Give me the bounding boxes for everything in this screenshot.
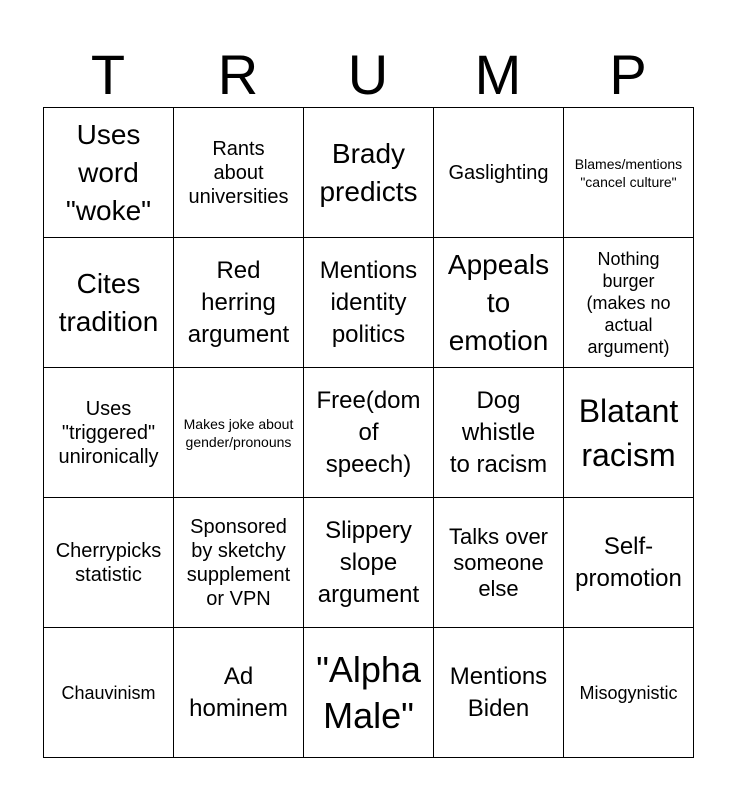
bingo-cell-r3c3[interactable] <box>304 368 434 498</box>
bingo-cell-r1c5[interactable] <box>564 108 694 238</box>
bingo-cell-text: Free(dom of speech) <box>316 386 421 478</box>
bingo-cell-r1c3[interactable] <box>304 108 434 238</box>
bingo-cell-text: Red herring argument <box>187 256 290 348</box>
header-letter-u: U <box>347 43 389 106</box>
bingo-cell-text: Slippery slope argument <box>317 516 420 608</box>
bingo-cell-text: Uses word "woke" <box>65 118 152 226</box>
bingo-cell-text: "Alpha Male" <box>316 648 421 736</box>
bingo-cell-text: Blatant racism <box>578 392 679 473</box>
bingo-cell-r5c5[interactable] <box>564 628 694 758</box>
bingo-cell-r4c2[interactable] <box>174 498 304 628</box>
bingo-cell-text: Nothing burger (makes no actual argument) <box>586 248 671 357</box>
bingo-cell-text: Talks over someone else <box>448 523 549 601</box>
bingo-header <box>43 42 693 108</box>
bingo-cell-r5c4[interactable] <box>434 628 564 758</box>
bingo-cell-r2c4[interactable] <box>434 238 564 368</box>
bingo-cell-r2c1[interactable] <box>44 238 174 368</box>
bingo-cell-text: Mentions Biden <box>449 662 548 722</box>
bingo-cell-text: Mentions identity politics <box>319 256 418 348</box>
bingo-cell-r4c3[interactable] <box>304 498 434 628</box>
bingo-cell-text: Ad hominem <box>189 662 288 722</box>
bingo-cell-r2c5[interactable] <box>564 238 694 368</box>
bingo-cell-r1c4[interactable] <box>434 108 564 238</box>
bingo-cell-r2c3[interactable] <box>304 238 434 368</box>
header-letter-t: T <box>90 43 126 106</box>
bingo-cell-r5c3[interactable] <box>304 628 434 758</box>
bingo-cell-text: Self- promotion <box>575 532 682 592</box>
bingo-cell-text: Rants about universities <box>188 137 289 208</box>
bingo-cell-text: Brady predicts <box>319 137 418 207</box>
header-letter-p: P <box>609 43 647 106</box>
bingo-cell-text: Gaslighting <box>448 161 549 184</box>
bingo-cell-r4c4[interactable] <box>434 498 564 628</box>
bingo-cell-text: Cherrypicks statistic <box>55 539 162 586</box>
bingo-cell-r5c1[interactable] <box>44 628 174 758</box>
bingo-board <box>43 107 694 758</box>
bingo-cell-r4c5[interactable] <box>564 498 694 628</box>
bingo-cell-r1c2[interactable] <box>174 108 304 238</box>
bingo-cell-r1c1[interactable] <box>44 108 174 238</box>
bingo-cell-r3c5[interactable] <box>564 368 694 498</box>
bingo-cell-r2c2[interactable] <box>174 238 304 368</box>
bingo-cell-r3c4[interactable] <box>434 368 564 498</box>
header-letter-r: R <box>217 43 259 106</box>
bingo-cell-r4c1[interactable] <box>44 498 174 628</box>
bingo-cell-text: Uses "triggered" unironically <box>58 397 159 468</box>
bingo-cell-r3c1[interactable] <box>44 368 174 498</box>
header-letter-m: M <box>474 43 522 106</box>
bingo-cell-text: Dog whistle to racism <box>449 386 548 478</box>
bingo-cell-r3c2[interactable] <box>174 368 304 498</box>
bingo-cell-text: Cites tradition <box>58 267 159 337</box>
bingo-cell-text: Sponsored by sketchy supplement or VPN <box>186 515 291 610</box>
bingo-cell-text: Chauvinism <box>61 682 156 703</box>
bingo-cell-text: Misogynistic <box>579 682 678 703</box>
bingo-cell-text: Appeals to emotion <box>447 248 550 356</box>
bingo-cell-text: Blames/mentions "cancel culture" <box>574 155 683 190</box>
bingo-cell-r5c2[interactable] <box>174 628 304 758</box>
bingo-cell-text: Makes joke about gender/pronouns <box>183 415 294 450</box>
